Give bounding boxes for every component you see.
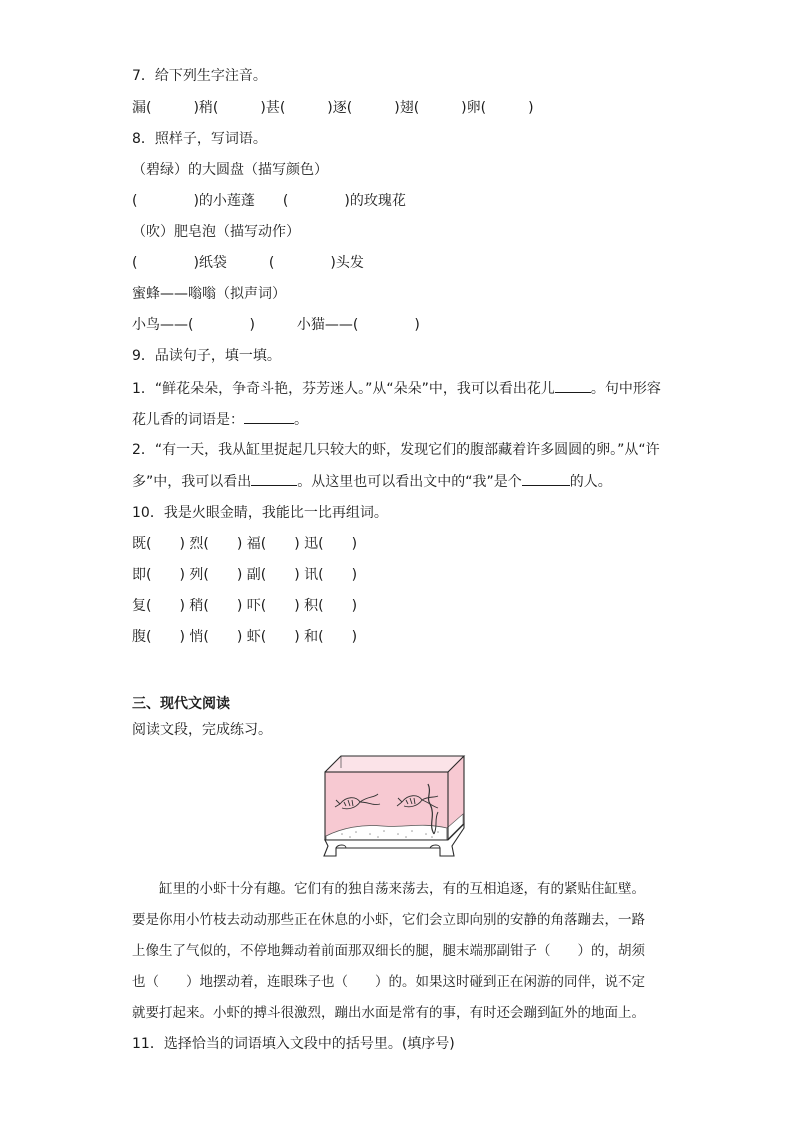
q9-sentence-2-line-1: 2．“有一天，我从缸里捉起几只较大的虾，发现它们的腹部藏着许多圆圆的卵。”从“许: [132, 442, 660, 458]
q9-sentence-2-line-2: 多”中，我可以看出 。从这里也可以看出文中的“我”是个 的人。: [132, 471, 612, 492]
q7-title: 7．给下列生字注音。: [132, 68, 267, 84]
q10-row-3: 复( ) 稍( ) 吓( ) 积( ): [132, 598, 358, 614]
passage-line-2: 要是你用小竹枝去动动那些正在休息的小虾，它们会立即向别的安静的角落蹦去，一路: [132, 912, 645, 928]
q10-row-2: 即( ) 列( ) 副( ) 讯( ): [132, 567, 358, 583]
q7-items: 漏( )稍( )甚( )逐( )翅( )卵( ): [132, 100, 534, 116]
q10-row-4: 腹( ) 悄( ) 虾( ) 和( ): [132, 629, 358, 645]
q11-title: 11．选择恰当的词语填入文段中的括号里。(填序号): [132, 1036, 455, 1052]
q8-example-1: （碧绿）的大圆盘（描写颜色）: [132, 162, 328, 178]
answer-blank: [555, 378, 591, 393]
q8-row-1: ( )的小莲蓬 ( )的玫瑰花: [132, 193, 406, 209]
answer-blank: [244, 409, 294, 424]
q9-sentence-1-line-2: 花儿香的词语是： 。: [132, 409, 308, 430]
q8-example-2: （吹）肥皂泡（描写动作）: [132, 224, 300, 240]
q9-sentence-1-line-1: 1．“鲜花朵朵，争奇斗艳，芬芳迷人。”从“朵朵”中，我可以看出花儿 。句中形容: [132, 378, 661, 399]
q8-row-2: ( )纸袋 ( )头发: [132, 255, 364, 271]
section-instruction: 阅读文段，完成练习。: [132, 722, 272, 738]
passage-line-1: 缸里的小虾十分有趣。它们有的独自荡来荡去，有的互相追逐，有的紧贴住缸壁。: [132, 881, 645, 897]
q10-title: 10．我是火眼金睛，我能比一比再组词。: [132, 505, 388, 521]
passage-line-3: 上像生了气似的，不停地舞动着前面那双细长的腿，腿末端那副钳子（ ）的，胡须: [132, 943, 645, 959]
answer-blank: [251, 471, 297, 486]
q8-row-3: 小鸟——( ) 小猫——( ): [132, 317, 420, 333]
passage-line-4: 也（ ）地摆动着，连眼珠子也（ ）的。如果这时碰到正在闲游的同伴，说不定: [132, 974, 645, 990]
section-heading: 三、现代文阅读: [132, 696, 230, 712]
passage-line-5: 就要打起来。小虾的搏斗很激烈，蹦出水面是常有的事，有时还会蹦到缸外的地面上。: [132, 1005, 645, 1021]
q10-row-1: 既( ) 烈( ) 福( ) 迅( ): [132, 536, 358, 552]
q8-example-3: 蜜蜂——嗡嗡（拟声词）: [132, 286, 286, 302]
shrimp-tank-illustration: [322, 754, 468, 858]
q8-title: 8．照样子，写词语。: [132, 131, 267, 147]
answer-blank: [522, 471, 570, 486]
q9-title: 9．品读句子，填一填。: [132, 348, 281, 364]
